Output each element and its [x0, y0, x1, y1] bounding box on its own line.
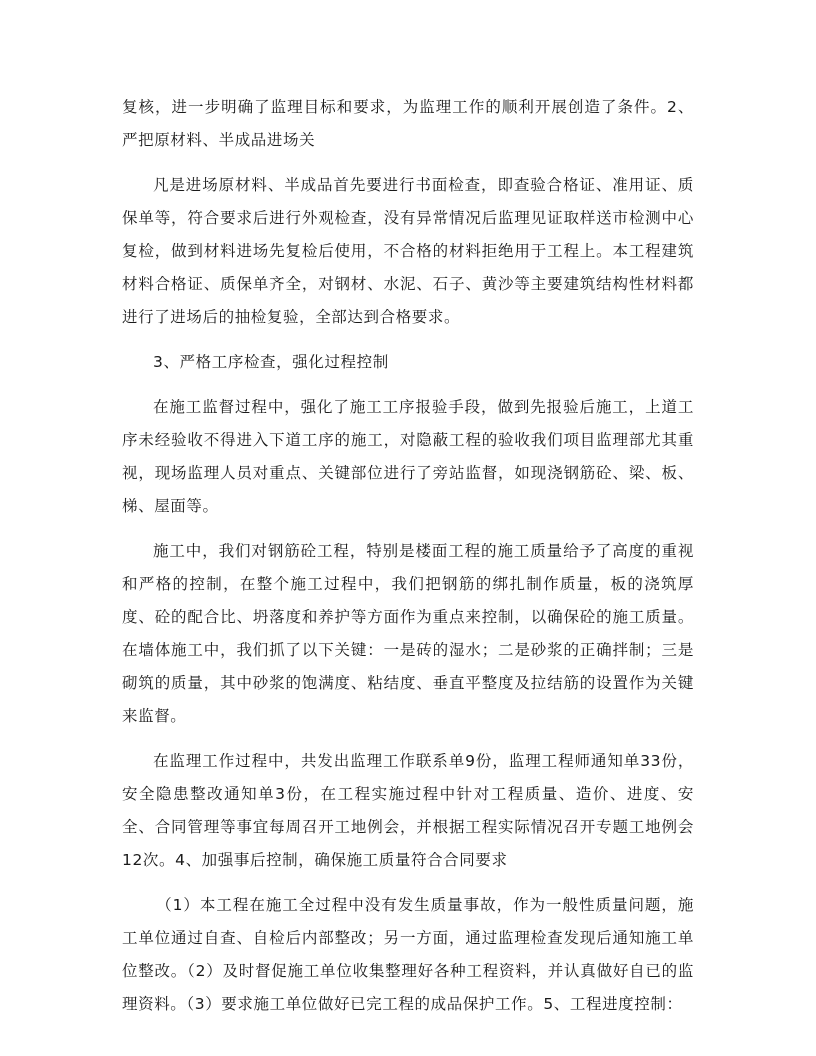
paragraph-review-continuation: 复核，进一步明确了监理目标和要求，为监理工作的顺利开展创造了条件。2、严把原材料、半成品进场关 [122, 98, 694, 149]
paragraph-concrete-works: 施工中，我们对钢筋砼工程，特别是楼面工程的施工质量给予了高度的重视和严格的控制，在整个施工过程中，我们把钢筋的绑扎制作质量，板的浇筑厚度、砼的配合比、坍落度和养护等方面作为重点来控制，以确保砼的施工质量。在墙体施工中，我们抓了以下关键：一是砖的湿水；二是砂浆的正确拌制；三是砌筑的质量，其中砂浆的饱满度、粘结度、垂直平整度及拉结筋的设置作为关键来监督。 [122, 542, 694, 725]
paragraph-material-inspection: 凡是进场原材料、半成品首先要进行书面检查，即查验合格证、准用证、质保单等，符合要求后进行外观检查，没有异常情况后监理见证取样送市检测中心复检，做到材料进场先复检后使用，不合格的材料拒绝用于工程上。本工程建筑材料合格证、质保单齐全，对钢材、水泥、石子、黄沙等主要建筑结构性材料都进行了进场后的抽检复验，全部达到合格要求。 [122, 176, 694, 326]
paragraph-post-control-items: （1）本工程在施工全过程中没有发生质量事故，作为一般性质量问题，施工单位通过自查、自检后内部整改；另一方面，通过监理检查发现后通知施工单位整改。（2）及时督促施工单位收集整理好各种工程资料，并认真做好自已的监理资料。（3）要求施工单位做好已完工程的成品保护工作。5、工程进度控制： [122, 896, 694, 1013]
paragraph-construction-supervision: 在施工监督过程中，强化了施工工序报验手段，做到先报验后施工，上道工序未经验收不得进入下道工序的施工，对隐蔽工程的验收我们项目监理部尤其重视，现场监理人员对重点、关键部位进行了旁站监督，如现浇钢筋砼、梁、板、梯、屋面等。 [122, 398, 694, 515]
heading-process-control: 3、严格工序检查，强化过程控制 [153, 353, 389, 371]
document-body [122, 91, 694, 1033]
paragraph-supervision-notices: 在监理工作过程中，共发出监理工作联系单9份，监理工程师通知单33份，安全隐患整改通知单3份，在工程实施过程中针对工程质量、造价、进度、安全、合同管理等事宜每周召开工地例会，并根据工程实际情况召开专题工地例会12次。4、加强事后控制，确保施工质量符合合同要求 [122, 752, 694, 869]
